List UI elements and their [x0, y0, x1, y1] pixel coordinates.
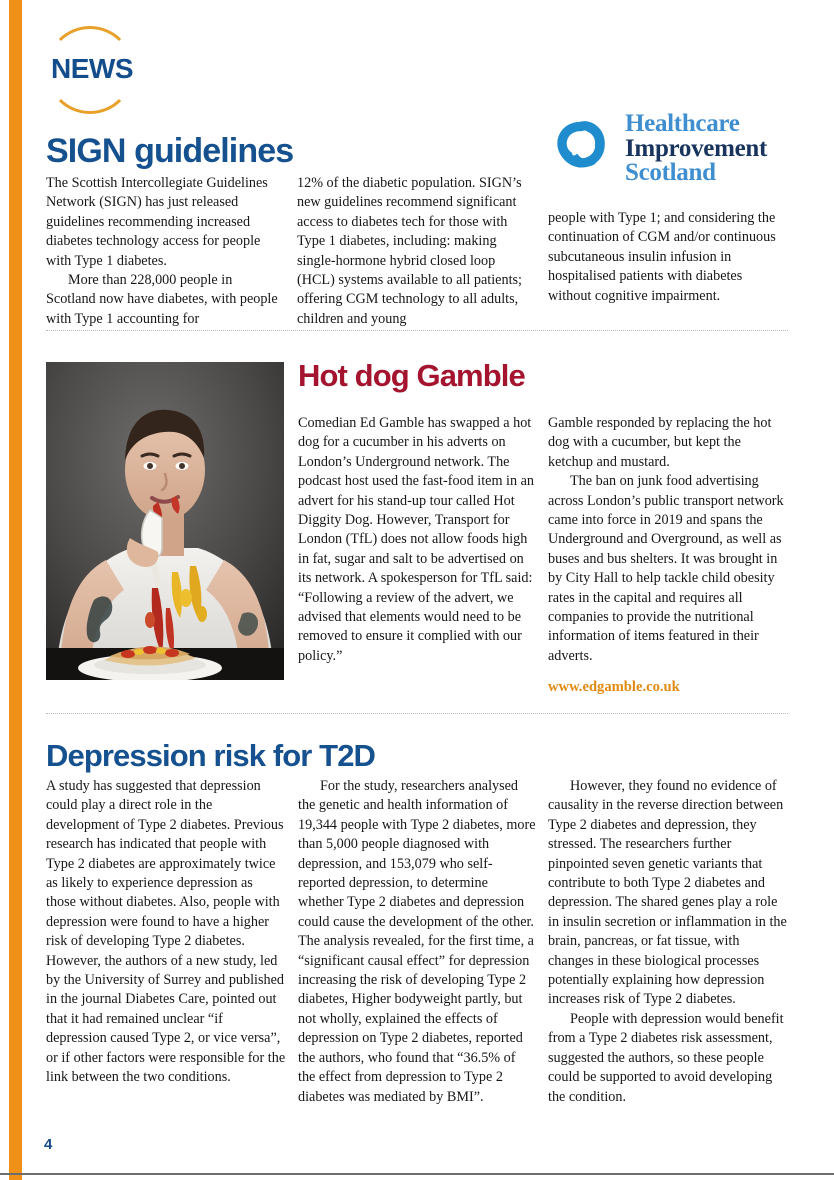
logo-wordmark	[625, 110, 767, 186]
paragraph: However, they found no evidence of causality in the reverse direction between Type 2 diabetes and depression, they stressed. The researchers further pinpointed seven genetic variants that contribute to both Type 2 diabetes and depression. The shared genes play a role in insulin secretion or inflammation in the brain, pancreas, or fat tissue, with changes in these biological processes potentially explaining how depression increases risk of Type 2 diabetes.	[548, 778, 787, 1008]
paragraph: The ban on junk food advertising across London’s public transport network came into force in 2019 and spans the Underground and Overground, as well as buses and bus shelters. It was brought in by City Hall to help tackle child obesity rates in the capital and requires all companies to provide the nutritional information of items featured in their adverts.	[548, 473, 784, 664]
news-section-badge	[46, 26, 134, 114]
depression-risk-column-2	[298, 777, 536, 1107]
sign-guidelines-column-3	[548, 209, 788, 306]
trefoil-knot-icon	[545, 112, 617, 184]
paragraph: Comedian Ed Gamble has swapped a hot dog for a cucumber in his adverts on London’s Underground network. The podcast host used the fast-food item in an advert for his stand-up tour called Hot Diggity Dog. However, Transport for London (TfL) does not allow foods high in fat, sugar and salt to be advertised on its network. A spokesperson for TfL said: “Following a review of the advert, we advised that elements would need to be removed to ensure it complied with our policy.”	[298, 415, 535, 664]
article-heading-hot-dog-gamble: Hot dog Gamble	[298, 358, 525, 393]
paragraph: Gamble responded by replacing the hot dog with a cucumber, but kept the ketchup and mustard.	[548, 415, 772, 470]
hot-dog-gamble-column-1	[298, 414, 536, 666]
healthcare-improvement-scotland-logo	[545, 108, 795, 188]
section-divider	[46, 713, 788, 714]
footer-rule	[0, 1173, 834, 1175]
paragraph: People with depression would benefit from a Type 2 diabetes risk assessment, suggested the authors, so these people could be supported to avoid developing the condition.	[548, 1010, 784, 1105]
article-photo-ed-gamble	[46, 362, 284, 680]
depression-risk-column-1	[46, 777, 286, 1088]
sign-guidelines-column-2	[297, 174, 533, 329]
article-heading-depression-risk-t2d: Depression risk for T2D	[46, 738, 376, 773]
paragraph: A study has suggested that depression could play a direct role in the development of Type 2 diabetes. Previous research has indicated that people with Type 2 diabetes are approximately twice as likely to experience depression as those without diabetes. Also, people with depression were found to have a higher risk of developing Type 2 diabetes. However, the authors of a new study, led by the University of Surrey and published in the journal Diabetes Care, pointed out that it had remained unclear “if depression caused Type 2, or vice versa”, or if other factors were responsible for the link between the two conditions.	[46, 778, 286, 1086]
logo-line-healthcare: Healthcare	[625, 110, 740, 138]
hot-dog-gamble-column-2	[548, 414, 788, 698]
article-heading-sign-guidelines: SIGN guidelines	[46, 132, 294, 170]
paragraph: The Scottish Intercollegiate Guidelines Network (SIGN) has just released guidelines recommending increased diabetes technology access for people with Type 1 diabetes.	[46, 175, 268, 269]
left-accent-bar	[9, 0, 22, 1180]
external-link-edgamble[interactable]: www.edgamble.co.uk	[548, 679, 680, 696]
section-divider	[46, 330, 788, 331]
paragraph: 12% of the diabetic population. SIGN’s new guidelines recommend significant access to diabetes tech for those with Type 1 diabetes, including: making single-hormone hybrid closed loop (HCL) systems available to all patients; offering CGM technology to all adults, children and young	[297, 175, 522, 327]
paragraph: people with Type 1; and considering the continuation of CGM and/or continuous subcutaneous insulin infusion in hospitalised patients with diabetes without cognitive impairment.	[548, 210, 776, 304]
paragraph: More than 228,000 people in Scotland now have diabetes, with people with Type 1 accounting for	[46, 272, 278, 327]
logo-line-improvement: Improvement	[625, 134, 768, 162]
paragraph: For the study, researchers analysed the genetic and health information of 19,344 people with Type 2 diabetes, more than 5,000 people diagnosed with depression, and 153,079 who self-reported depression, to determine whether Type 2 diabetes and depression could cause the development of the other. The analysis revealed, for the first time, a “significant causal effect” for depression increasing the risk of developing Type 2 diabetes, Higher bodyweight partly, but not wholly, explained the effects of depression on Type 2 diabetes, reported the authors, who found that “36.5% of the effect from depression to Type 2 diabetes was mediated by BMI”.	[298, 778, 536, 1105]
news-badge-label: NEWS	[40, 53, 144, 85]
sign-guidelines-column-1	[46, 174, 282, 329]
page-number: 4	[44, 1136, 53, 1153]
logo-line-scotland: Scotland	[625, 159, 716, 187]
depression-risk-column-3	[548, 777, 788, 1107]
